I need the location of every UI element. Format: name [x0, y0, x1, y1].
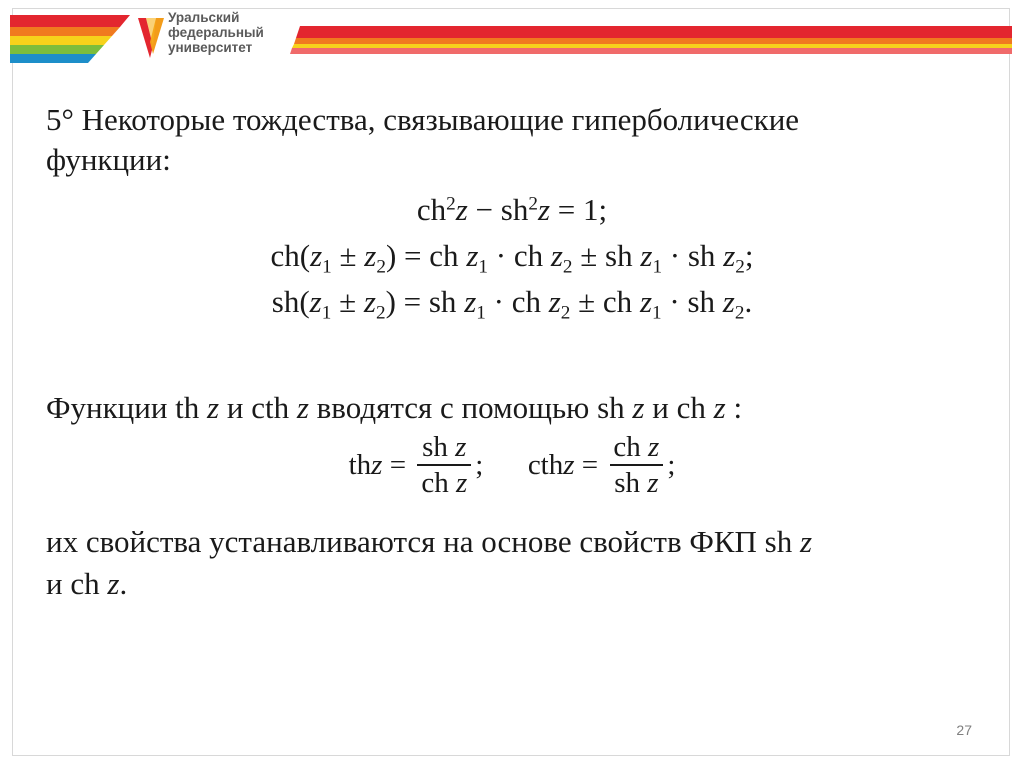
identity-3: $sh(z_1 \pm z_2)$ = sh $z_1$ · ch $z_2$ ± ch $z_1$ · sh $z_2$. [271, 284, 753, 324]
th-definition: th z = $\frac{\text{sh z}}{\text{ch z}}$ ; [348, 431, 484, 499]
university-logo [136, 10, 296, 66]
conclusion-line-2: и ch z. [46, 566, 128, 601]
stripe-right-red [296, 26, 1012, 38]
identity-1: $ch^2z - sh^2z = 1$; [416, 192, 608, 227]
logo-mark-icon [136, 12, 166, 62]
cth-fraction: $\frac{\text{ch z}}{\text{sh z}}$ [609, 430, 663, 500]
stripe-right-yellow [292, 44, 1012, 48]
logo-line-1: Уральский [168, 10, 240, 25]
cth-definition: cth z = $\frac{\text{ch z}}{\text{sh z}}$ ; [527, 431, 676, 499]
stripe-right-lightred [290, 48, 1012, 54]
stripe-left-orange [10, 27, 120, 36]
logo-line-2: федеральный [168, 25, 264, 40]
identity-2: $ch(z_1 \pm z_2)$ = ch $z_1$ · ch $z_2$ ± sh $z_1$ · sh $z_2$; [270, 238, 754, 278]
slide-header [0, 0, 1024, 80]
definitions-formula [0, 430, 1024, 510]
conclusion-line-1: их свойства устанавливаются на основе свойств ФКП sh z [46, 524, 813, 559]
stripe-right-orange [294, 38, 1012, 44]
heading-line-1: 5° Некоторые тождества, связывающие гиперболические [46, 102, 800, 137]
heading-line-2: функции: [46, 142, 171, 177]
stripe-left-blue [10, 54, 96, 63]
stripe-left-green [10, 45, 104, 54]
page-number: 27 [956, 722, 972, 738]
th-fraction: $\frac{\text{sh z}}{\text{ch z}}$ [417, 430, 471, 500]
stripe-left-yellow [10, 36, 112, 45]
logo-text [168, 10, 264, 55]
intro-sentence: Функции th z и cth z вводятся с помощью sh z и ch z : [46, 390, 743, 425]
logo-line-3: университет [168, 40, 253, 55]
stripe-left-red [10, 15, 130, 27]
